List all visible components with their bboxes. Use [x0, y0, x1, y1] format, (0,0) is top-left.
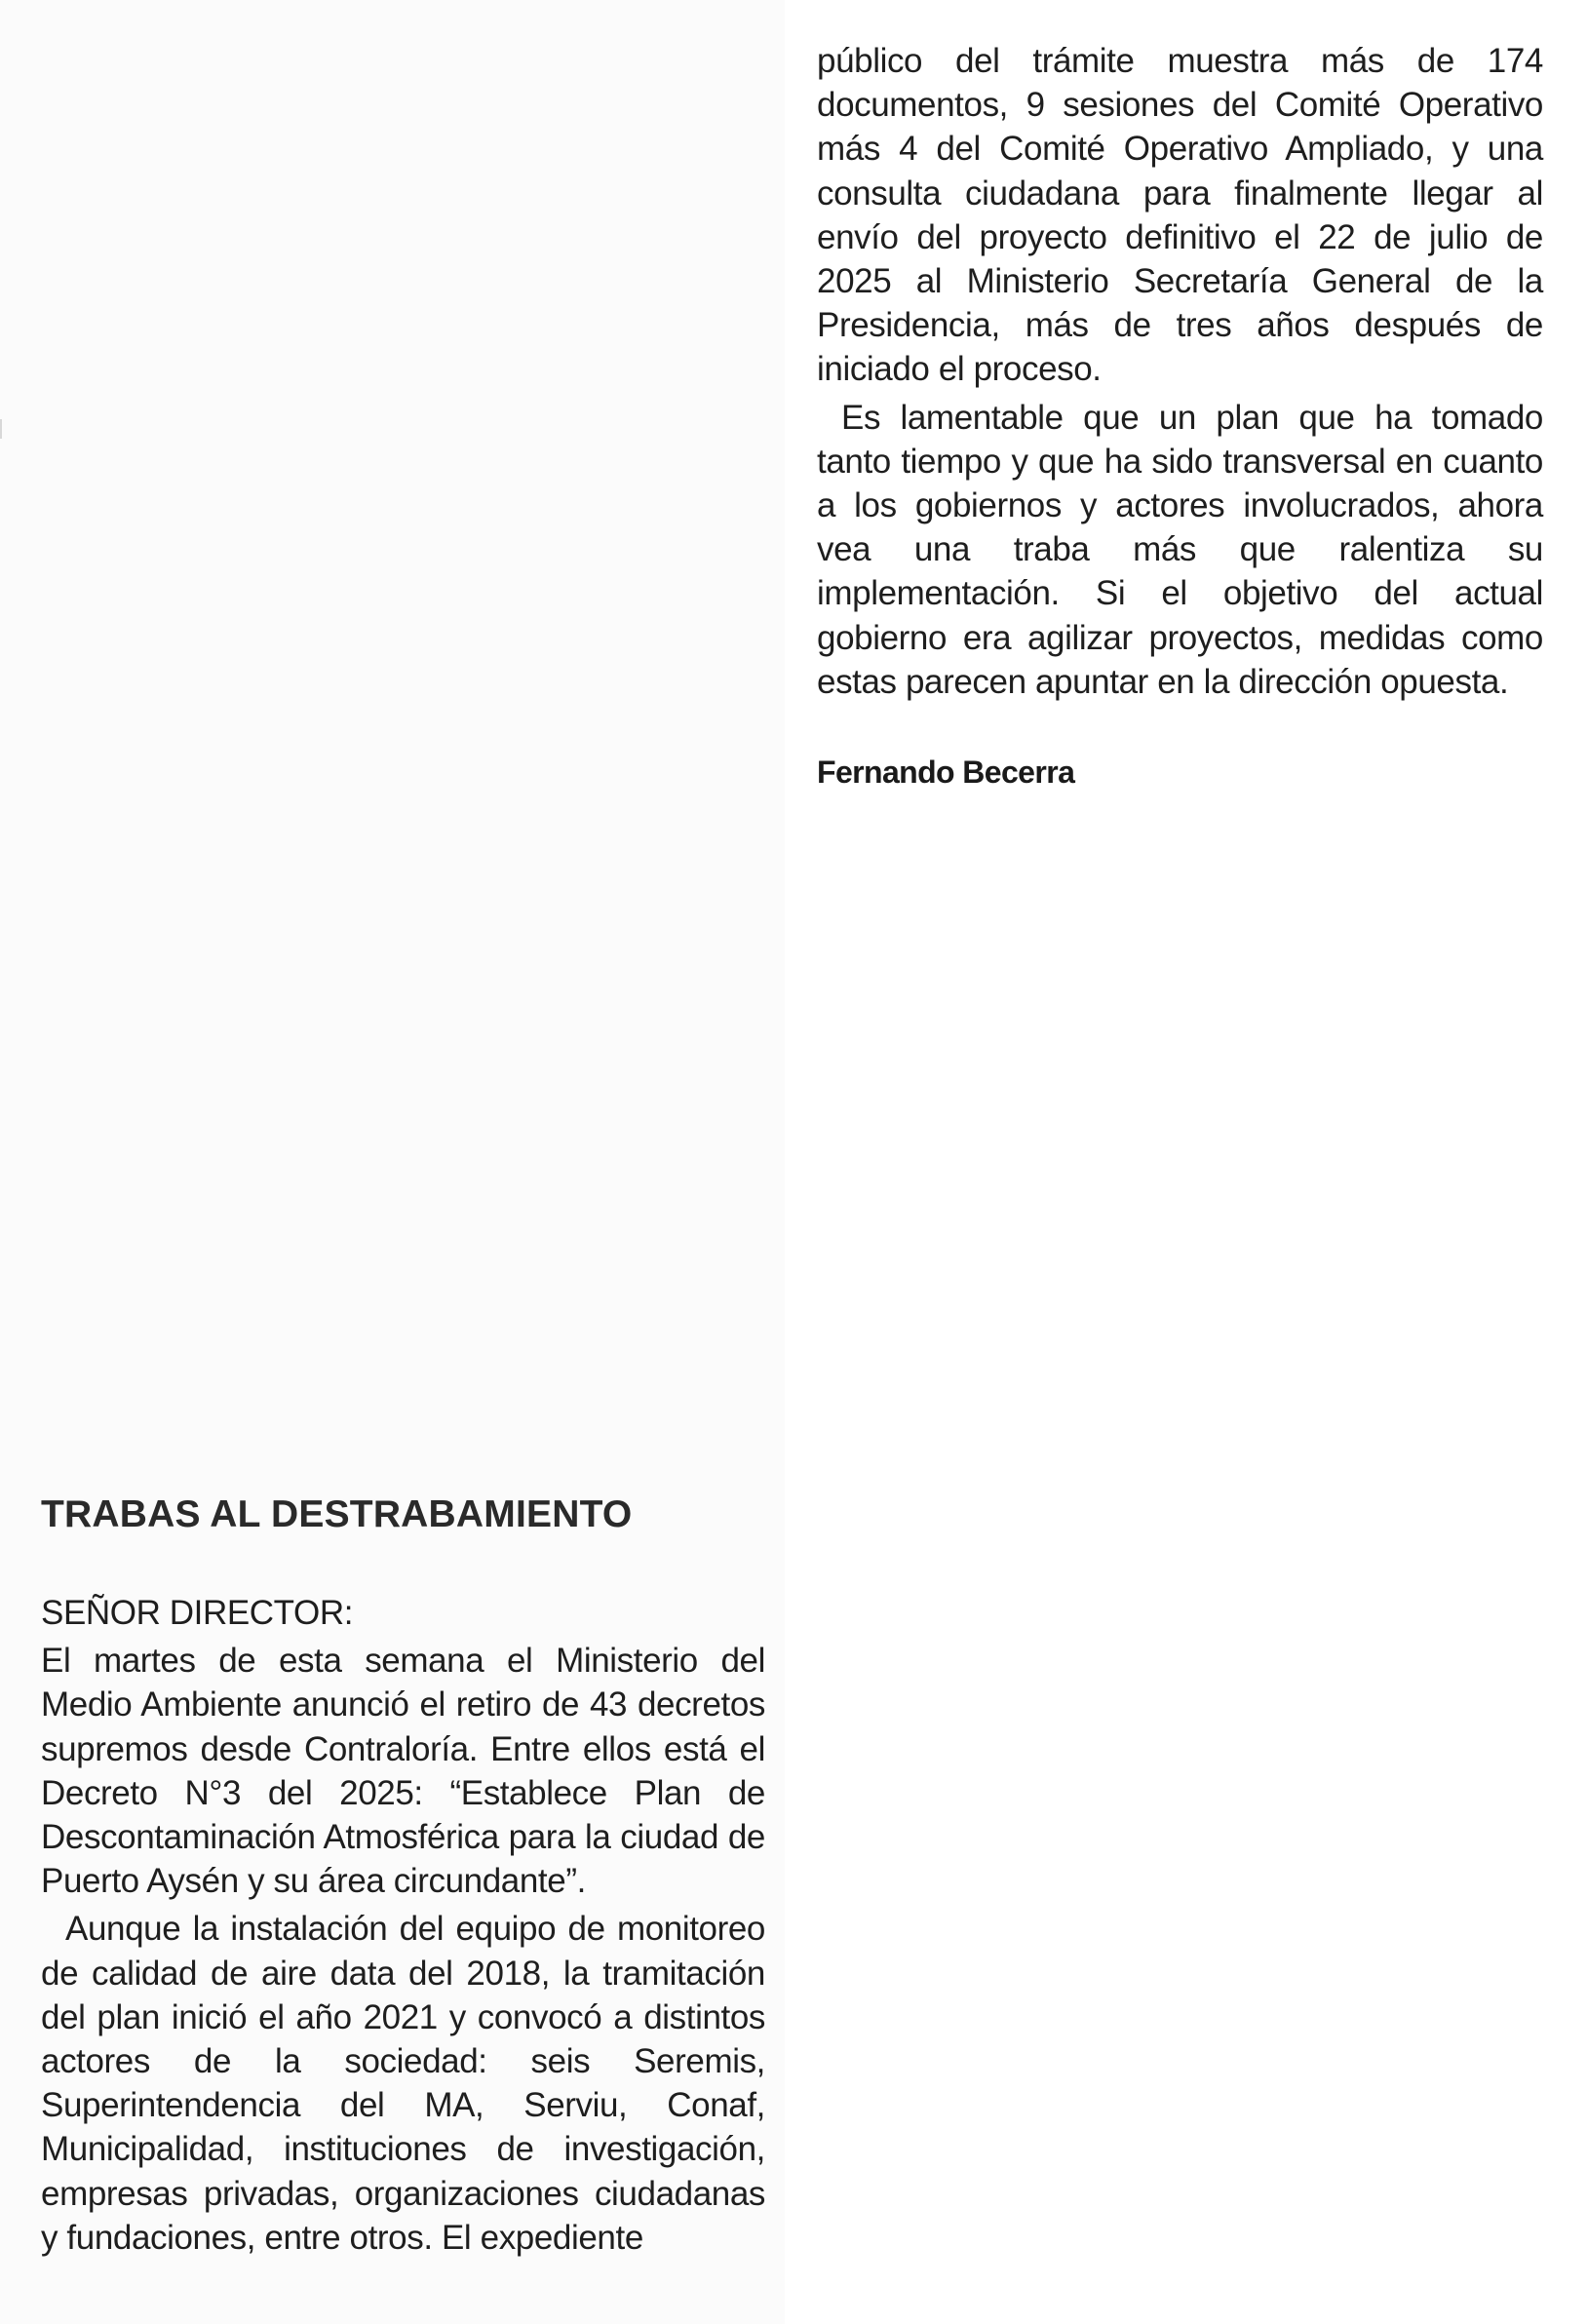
right-paragraph-1: público del trámite muestra más de 174 documentos, 9 sesiones del Comité Operativo más 4 del Comité Operativo Ampliado, y una consulta ciudadana para finalmente llegar al envío del proyecto definitivo el 22 de julio de 2025 al Ministerio Secretaría General de la Presidencia, más de tres años después de iniciado el proceso. [817, 42, 1543, 389]
right-paragraph-2: Es lamentable que un plan que ha tomado tanto tiempo y que ha sido transversal en cuanto a los gobiernos y actores involucrados, ahora vea una traba más que ralentiza su implementación. Si el objetivo del actual gobierno era agilizar proyectos, medidas como estas parecen apuntar en la dirección opuesta. [817, 398, 1543, 701]
left-column-text [41, 1591, 765, 2260]
letter-signature: Fernando Becerra [817, 755, 1075, 790]
letter-paragraph-1: El martes de esta semana el Ministerio del Medio Ambiente anunció el retiro de 43 decretos supremos desde Contraloría. Entre ellos está el Decreto N°3 del 2025: “Establece Plan de Descontaminación Atmosférica para la ciudad de Puerto Aysén y su área circundante”. [41, 1642, 765, 1901]
right-column-text [817, 39, 1543, 704]
letter-paragraph-2: Aunque la instalación del equipo de monitoreo de calidad de aire data del 2018, la tramitación del plan inició el año 2021 y convocó a distintos actores de la sociedad: seis Seremis, Superintendencia del MA, Serviu, Conaf, Municipalidad, instituciones de investigación, empresas privadas, organizaciones ciudadanas y fundaciones, entre otros. El expediente [41, 1910, 765, 2257]
letter-salutation: SEÑOR DIRECTOR: [41, 1594, 354, 1632]
scan-artifact [0, 419, 2, 439]
letter-headline: TRABAS AL DESTRABAMIENTO [41, 1493, 633, 1535]
